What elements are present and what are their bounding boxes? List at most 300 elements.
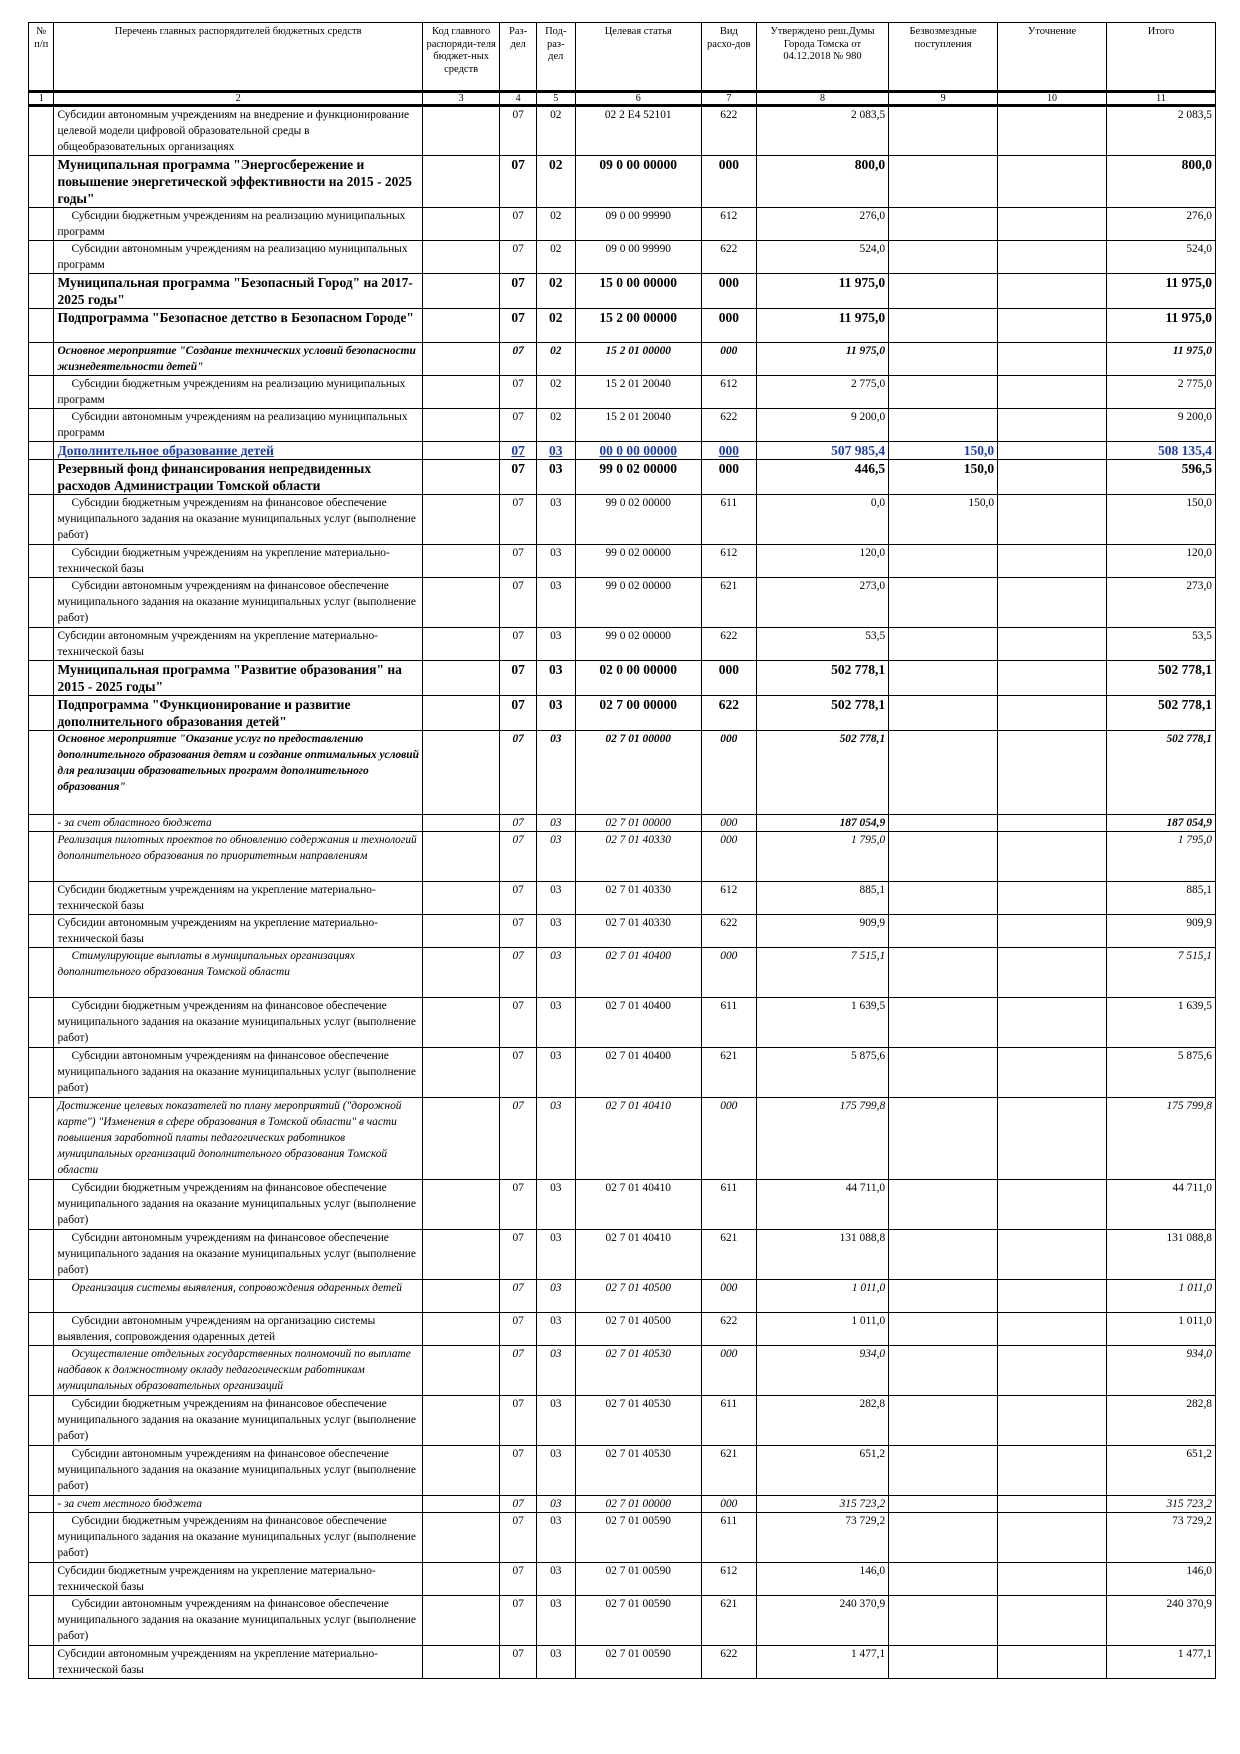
row-name-cell: Субсидии автономным учреждениям на финансовое обеспечение муниципального задания на оказание муниципальных услуг (выполнение работ) bbox=[54, 1596, 423, 1646]
col-number: 4 bbox=[500, 92, 537, 106]
table-row bbox=[29, 156, 1216, 208]
row-code-cell bbox=[422, 1513, 499, 1563]
row-index-cell bbox=[29, 1396, 54, 1446]
header-target-article: Целевая статья bbox=[575, 23, 701, 92]
row-approved-cell: 73 729,2 bbox=[756, 1513, 888, 1563]
row-grants-cell bbox=[889, 578, 998, 628]
row-approved-cell: 53,5 bbox=[756, 628, 888, 661]
row-target-article-cell: 02 7 01 00000 bbox=[575, 731, 701, 815]
row-code-cell bbox=[422, 409, 499, 442]
row-subsection-cell: 03 bbox=[536, 1280, 575, 1313]
row-section-cell: 07 bbox=[500, 731, 537, 815]
row-code-cell bbox=[422, 661, 499, 696]
row-index-cell bbox=[29, 545, 54, 578]
row-expense-type-cell: 612 bbox=[701, 882, 756, 915]
row-subsection-cell: 03 bbox=[536, 815, 575, 832]
row-subsection-cell: 03 bbox=[536, 1396, 575, 1446]
row-expense-type-cell: 000 bbox=[701, 1098, 756, 1180]
table-row bbox=[29, 882, 1216, 915]
row-section-cell: 07 bbox=[500, 1646, 537, 1679]
header-section: Раз-дел bbox=[500, 23, 537, 92]
row-name-cell: Субсидии бюджетным учреждениям на укрепление материально-технической базы bbox=[54, 882, 423, 915]
row-approved-cell: 800,0 bbox=[756, 156, 888, 208]
row-total-cell: 120,0 bbox=[1106, 545, 1215, 578]
table-row bbox=[29, 208, 1216, 241]
row-subsection-cell: 03 bbox=[536, 1513, 575, 1563]
table-row bbox=[29, 1098, 1216, 1180]
row-grants-cell bbox=[889, 1048, 998, 1098]
row-grants-cell bbox=[889, 948, 998, 998]
row-index-cell bbox=[29, 274, 54, 309]
row-name-cell: Субсидии бюджетным учреждениям на реализацию муниципальных программ bbox=[54, 208, 423, 241]
row-section-cell: 07 bbox=[500, 156, 537, 208]
row-index-cell bbox=[29, 1230, 54, 1280]
row-code-cell bbox=[422, 815, 499, 832]
row-clarification-cell bbox=[998, 1563, 1107, 1596]
row-section-cell: 07 bbox=[500, 998, 537, 1048]
row-grants-cell bbox=[889, 309, 998, 343]
row-target-article-cell: 15 2 01 20040 bbox=[575, 376, 701, 409]
table-row bbox=[29, 1048, 1216, 1098]
row-approved-cell: 1 011,0 bbox=[756, 1313, 888, 1346]
col-number: 10 bbox=[998, 92, 1107, 106]
row-approved-cell: 502 778,1 bbox=[756, 731, 888, 815]
row-name-cell: Субсидии автономным учреждениям на реализацию муниципальных программ bbox=[54, 241, 423, 274]
col-number: 2 bbox=[54, 92, 423, 106]
row-section-cell: 07 bbox=[500, 442, 537, 460]
row-expense-type-cell: 000 bbox=[701, 442, 756, 460]
table-row bbox=[29, 1180, 1216, 1230]
row-name-cell: Субсидии бюджетным учреждениям на финансовое обеспечение муниципального задания на оказание муниципальных услуг (выполнение работ) bbox=[54, 495, 423, 545]
col-number: 8 bbox=[756, 92, 888, 106]
row-total-cell: 2 083,5 bbox=[1106, 106, 1215, 156]
row-approved-cell: 11 975,0 bbox=[756, 343, 888, 376]
row-expense-type-cell: 621 bbox=[701, 1048, 756, 1098]
row-grants-cell bbox=[889, 545, 998, 578]
col-number: 3 bbox=[422, 92, 499, 106]
row-name-cell: Муниципальная программа "Энергосбережение и повышение энергетической эффективности на 2015 - 2025 годы" bbox=[54, 156, 423, 208]
row-code-cell bbox=[422, 1563, 499, 1596]
row-clarification-cell bbox=[998, 460, 1107, 495]
row-code-cell bbox=[422, 309, 499, 343]
col-number: 6 bbox=[575, 92, 701, 106]
row-total-cell: 282,8 bbox=[1106, 1396, 1215, 1446]
row-total-cell: 187 054,9 bbox=[1106, 815, 1215, 832]
row-code-cell bbox=[422, 1446, 499, 1496]
row-target-article-cell: 02 7 01 00590 bbox=[575, 1596, 701, 1646]
row-target-article-cell: 02 7 01 00590 bbox=[575, 1513, 701, 1563]
table-row bbox=[29, 1646, 1216, 1679]
row-code-cell bbox=[422, 274, 499, 309]
row-clarification-cell bbox=[998, 815, 1107, 832]
row-clarification-cell bbox=[998, 1396, 1107, 1446]
row-section-cell: 07 bbox=[500, 241, 537, 274]
row-expense-type-cell: 622 bbox=[701, 628, 756, 661]
row-clarification-cell bbox=[998, 442, 1107, 460]
row-clarification-cell bbox=[998, 1313, 1107, 1346]
row-approved-cell: 502 778,1 bbox=[756, 661, 888, 696]
row-target-article-cell: 02 7 01 00000 bbox=[575, 815, 701, 832]
row-section-cell: 07 bbox=[500, 106, 537, 156]
row-subsection-cell: 02 bbox=[536, 376, 575, 409]
table-row bbox=[29, 1280, 1216, 1313]
row-target-article-cell: 09 0 00 99990 bbox=[575, 241, 701, 274]
row-clarification-cell bbox=[998, 832, 1107, 882]
row-section-cell: 07 bbox=[500, 495, 537, 545]
row-clarification-cell bbox=[998, 998, 1107, 1048]
row-total-cell: 276,0 bbox=[1106, 208, 1215, 241]
row-total-cell: 131 088,8 bbox=[1106, 1230, 1215, 1280]
row-approved-cell: 131 088,8 bbox=[756, 1230, 888, 1280]
row-section-cell: 07 bbox=[500, 208, 537, 241]
row-approved-cell: 5 875,6 bbox=[756, 1048, 888, 1098]
row-subsection-cell: 03 bbox=[536, 1646, 575, 1679]
col-number: 11 bbox=[1106, 92, 1215, 106]
row-expense-type-cell: 000 bbox=[701, 460, 756, 495]
row-clarification-cell bbox=[998, 106, 1107, 156]
table-row bbox=[29, 309, 1216, 343]
row-total-cell: 1 639,5 bbox=[1106, 998, 1215, 1048]
row-grants-cell bbox=[889, 1396, 998, 1446]
row-target-article-cell: 00 0 00 00000 bbox=[575, 442, 701, 460]
row-subsection-cell: 03 bbox=[536, 495, 575, 545]
row-name-cell: - за счет местного бюджета bbox=[54, 1496, 423, 1513]
row-name-cell: Основное мероприятие "Оказание услуг по предоставлению дополнительного образования детям и создание оптимальных условий для реализации образовательных программ дополнительного образования" bbox=[54, 731, 423, 815]
row-target-article-cell: 02 7 01 40530 bbox=[575, 1446, 701, 1496]
row-index-cell bbox=[29, 1280, 54, 1313]
row-total-cell: 1 795,0 bbox=[1106, 832, 1215, 882]
row-name-cell: Подпрограмма "Безопасное детство в Безопасном Городе" bbox=[54, 309, 423, 343]
row-section-cell: 07 bbox=[500, 832, 537, 882]
row-grants-cell bbox=[889, 241, 998, 274]
table-row bbox=[29, 948, 1216, 998]
row-index-cell bbox=[29, 208, 54, 241]
row-target-article-cell: 02 7 01 40530 bbox=[575, 1396, 701, 1446]
header-grants: Безвозмездные поступления bbox=[889, 23, 998, 92]
row-target-article-cell: 02 7 01 40410 bbox=[575, 1230, 701, 1280]
row-clarification-cell bbox=[998, 915, 1107, 948]
row-index-cell bbox=[29, 241, 54, 274]
row-section-cell: 07 bbox=[500, 578, 537, 628]
row-clarification-cell bbox=[998, 1446, 1107, 1496]
row-approved-cell: 909,9 bbox=[756, 915, 888, 948]
row-approved-cell: 446,5 bbox=[756, 460, 888, 495]
row-target-article-cell: 09 0 00 00000 bbox=[575, 156, 701, 208]
col-number: 9 bbox=[889, 92, 998, 106]
row-subsection-cell: 03 bbox=[536, 545, 575, 578]
row-index-cell bbox=[29, 1098, 54, 1180]
row-index-cell bbox=[29, 1563, 54, 1596]
row-section-cell: 07 bbox=[500, 1596, 537, 1646]
row-code-cell bbox=[422, 1280, 499, 1313]
row-target-article-cell: 02 7 00 00000 bbox=[575, 696, 701, 731]
row-subsection-cell: 03 bbox=[536, 882, 575, 915]
table-row bbox=[29, 274, 1216, 309]
row-approved-cell: 507 985,4 bbox=[756, 442, 888, 460]
row-name-cell: Субсидии автономным учреждениям на внедрение и функционирование целевой модели цифровой образовательной среды в общеобразовательных организациях bbox=[54, 106, 423, 156]
row-section-cell: 07 bbox=[500, 376, 537, 409]
row-index-cell bbox=[29, 1596, 54, 1646]
table-row bbox=[29, 731, 1216, 815]
row-expense-type-cell: 000 bbox=[701, 1346, 756, 1396]
row-total-cell: 5 875,6 bbox=[1106, 1048, 1215, 1098]
row-total-cell: 885,1 bbox=[1106, 882, 1215, 915]
row-target-article-cell: 02 7 01 40410 bbox=[575, 1098, 701, 1180]
row-index-cell bbox=[29, 882, 54, 915]
row-target-article-cell: 02 7 01 40330 bbox=[575, 832, 701, 882]
row-clarification-cell bbox=[998, 1513, 1107, 1563]
table-row bbox=[29, 545, 1216, 578]
row-grants-cell bbox=[889, 1446, 998, 1496]
row-code-cell bbox=[422, 1596, 499, 1646]
row-grants-cell bbox=[889, 274, 998, 309]
row-approved-cell: 315 723,2 bbox=[756, 1496, 888, 1513]
row-expense-type-cell: 612 bbox=[701, 376, 756, 409]
row-section-cell: 07 bbox=[500, 1313, 537, 1346]
row-section-cell: 07 bbox=[500, 545, 537, 578]
row-expense-type-cell: 622 bbox=[701, 915, 756, 948]
row-name-cell: Организация системы выявления, сопровождения одаренных детей bbox=[54, 1280, 423, 1313]
col-number: 5 bbox=[536, 92, 575, 106]
row-total-cell: 11 975,0 bbox=[1106, 309, 1215, 343]
row-clarification-cell bbox=[998, 545, 1107, 578]
row-name-cell: Дополнительное образование детей bbox=[54, 442, 423, 460]
row-name-cell: - за счет областного бюджета bbox=[54, 815, 423, 832]
row-target-article-cell: 02 7 01 40530 bbox=[575, 1346, 701, 1396]
row-section-cell: 07 bbox=[500, 1396, 537, 1446]
col-number: 1 bbox=[29, 92, 54, 106]
row-index-cell bbox=[29, 1446, 54, 1496]
header-number: № п/п bbox=[29, 23, 54, 92]
row-grants-cell bbox=[889, 1513, 998, 1563]
row-name-cell: Субсидии автономным учреждениям на реализацию муниципальных программ bbox=[54, 409, 423, 442]
row-index-cell bbox=[29, 696, 54, 731]
row-name-cell: Субсидии автономным учреждениям на финансовое обеспечение муниципального задания на оказание муниципальных услуг (выполнение работ) bbox=[54, 1446, 423, 1496]
row-expense-type-cell: 622 bbox=[701, 696, 756, 731]
row-section-cell: 07 bbox=[500, 1496, 537, 1513]
row-subsection-cell: 03 bbox=[536, 1098, 575, 1180]
row-subsection-cell: 03 bbox=[536, 1346, 575, 1396]
row-section-cell: 07 bbox=[500, 1446, 537, 1496]
row-subsection-cell: 03 bbox=[536, 460, 575, 495]
row-code-cell bbox=[422, 915, 499, 948]
row-index-cell bbox=[29, 376, 54, 409]
row-expense-type-cell: 000 bbox=[701, 948, 756, 998]
row-grants-cell bbox=[889, 376, 998, 409]
row-index-cell bbox=[29, 156, 54, 208]
row-index-cell bbox=[29, 1513, 54, 1563]
row-subsection-cell: 03 bbox=[536, 998, 575, 1048]
row-name-cell: Муниципальная программа "Безопасный Город" на 2017- 2025 годы" bbox=[54, 274, 423, 309]
row-total-cell: 1 011,0 bbox=[1106, 1280, 1215, 1313]
row-name-cell: Субсидии бюджетным учреждениям на финансовое обеспечение муниципального задания на оказание муниципальных услуг (выполнение работ) bbox=[54, 1180, 423, 1230]
row-expense-type-cell: 000 bbox=[701, 1496, 756, 1513]
row-target-article-cell: 15 2 00 00000 bbox=[575, 309, 701, 343]
row-section-cell: 07 bbox=[500, 1280, 537, 1313]
row-grants-cell bbox=[889, 915, 998, 948]
row-approved-cell: 2 775,0 bbox=[756, 376, 888, 409]
row-expense-type-cell: 612 bbox=[701, 545, 756, 578]
row-index-cell bbox=[29, 1646, 54, 1679]
row-code-cell bbox=[422, 376, 499, 409]
row-subsection-cell: 03 bbox=[536, 1313, 575, 1346]
row-clarification-cell bbox=[998, 495, 1107, 545]
table-row bbox=[29, 915, 1216, 948]
table-row bbox=[29, 998, 1216, 1048]
header-name: Перечень главных распорядителей бюджетных средств bbox=[54, 23, 423, 92]
row-subsection-cell: 03 bbox=[536, 1230, 575, 1280]
budget-table bbox=[28, 22, 1216, 1679]
row-section-cell: 07 bbox=[500, 948, 537, 998]
row-subsection-cell: 03 bbox=[536, 578, 575, 628]
row-total-cell: 934,0 bbox=[1106, 1346, 1215, 1396]
table-row bbox=[29, 442, 1216, 460]
row-code-cell bbox=[422, 1396, 499, 1446]
row-name-cell: Осуществление отдельных государственных полномочий по выплате надбавок к должностному окладу педагогическим работникам муниципальных образовательных организаций bbox=[54, 1346, 423, 1396]
row-expense-type-cell: 621 bbox=[701, 1446, 756, 1496]
row-name-cell: Субсидии бюджетным учреждениям на финансовое обеспечение муниципального задания на оказание муниципальных услуг (выполнение работ) bbox=[54, 998, 423, 1048]
row-grants-cell bbox=[889, 1346, 998, 1396]
row-code-cell bbox=[422, 241, 499, 274]
row-expense-type-cell: 621 bbox=[701, 1596, 756, 1646]
row-grants-cell bbox=[889, 1563, 998, 1596]
table-row bbox=[29, 343, 1216, 376]
row-code-cell bbox=[422, 1230, 499, 1280]
row-approved-cell: 175 799,8 bbox=[756, 1098, 888, 1180]
row-subsection-cell: 02 bbox=[536, 343, 575, 376]
row-grants-cell bbox=[889, 731, 998, 815]
row-name-cell: Достижение целевых показателей по плану мероприятий ("дорожной карте") "Изменения в сфере образования в Томской области" в части повышения заработной платы педагогических работников муниципальных организаций дополнительного образования Томской области bbox=[54, 1098, 423, 1180]
row-total-cell: 44 711,0 bbox=[1106, 1180, 1215, 1230]
row-total-cell: 53,5 bbox=[1106, 628, 1215, 661]
row-clarification-cell bbox=[998, 1646, 1107, 1679]
column-numbers-row bbox=[29, 92, 1216, 106]
row-index-cell bbox=[29, 409, 54, 442]
row-grants-cell: 150,0 bbox=[889, 460, 998, 495]
row-subsection-cell: 03 bbox=[536, 1180, 575, 1230]
row-grants-cell bbox=[889, 343, 998, 376]
row-section-cell: 07 bbox=[500, 1563, 537, 1596]
row-index-cell bbox=[29, 1496, 54, 1513]
row-name-cell: Субсидии автономным учреждениям на укрепление материально-технической базы bbox=[54, 1646, 423, 1679]
row-target-article-cell: 15 2 01 00000 bbox=[575, 343, 701, 376]
row-clarification-cell bbox=[998, 1180, 1107, 1230]
row-section-cell: 07 bbox=[500, 1230, 537, 1280]
row-grants-cell bbox=[889, 998, 998, 1048]
row-code-cell bbox=[422, 1313, 499, 1346]
row-total-cell: 146,0 bbox=[1106, 1563, 1215, 1596]
row-code-cell bbox=[422, 948, 499, 998]
row-expense-type-cell: 612 bbox=[701, 208, 756, 241]
row-index-cell bbox=[29, 309, 54, 343]
row-section-cell: 07 bbox=[500, 409, 537, 442]
row-code-cell bbox=[422, 832, 499, 882]
row-section-cell: 07 bbox=[500, 1513, 537, 1563]
row-approved-cell: 1 011,0 bbox=[756, 1280, 888, 1313]
row-clarification-cell bbox=[998, 156, 1107, 208]
row-expense-type-cell: 622 bbox=[701, 409, 756, 442]
row-section-cell: 07 bbox=[500, 815, 537, 832]
row-approved-cell: 273,0 bbox=[756, 578, 888, 628]
row-approved-cell: 146,0 bbox=[756, 1563, 888, 1596]
row-total-cell: 9 200,0 bbox=[1106, 409, 1215, 442]
row-subsection-cell: 03 bbox=[536, 442, 575, 460]
row-approved-cell: 2 083,5 bbox=[756, 106, 888, 156]
row-total-cell: 502 778,1 bbox=[1106, 731, 1215, 815]
row-clarification-cell bbox=[998, 376, 1107, 409]
row-clarification-cell bbox=[998, 241, 1107, 274]
row-grants-cell bbox=[889, 882, 998, 915]
row-code-cell bbox=[422, 1496, 499, 1513]
row-expense-type-cell: 000 bbox=[701, 309, 756, 343]
row-index-cell bbox=[29, 460, 54, 495]
row-subsection-cell: 03 bbox=[536, 696, 575, 731]
row-expense-type-cell: 000 bbox=[701, 274, 756, 309]
header-code: Код главного распоряди-теля бюджет-ных средств bbox=[422, 23, 499, 92]
row-subsection-cell: 03 bbox=[536, 1446, 575, 1496]
row-grants-cell bbox=[889, 815, 998, 832]
row-section-cell: 07 bbox=[500, 882, 537, 915]
row-clarification-cell bbox=[998, 1496, 1107, 1513]
row-clarification-cell bbox=[998, 1346, 1107, 1396]
row-name-cell: Субсидии бюджетным учреждениям на укрепление материально-технической базы bbox=[54, 1563, 423, 1596]
row-code-cell bbox=[422, 1346, 499, 1396]
row-target-article-cell: 02 7 01 00000 bbox=[575, 1496, 701, 1513]
row-grants-cell bbox=[889, 1230, 998, 1280]
row-section-cell: 07 bbox=[500, 696, 537, 731]
table-row bbox=[29, 1396, 1216, 1446]
row-expense-type-cell: 000 bbox=[701, 156, 756, 208]
row-name-cell: Субсидии бюджетным учреждениям на финансовое обеспечение муниципального задания на оказание муниципальных услуг (выполнение работ) bbox=[54, 1396, 423, 1446]
table-row bbox=[29, 495, 1216, 545]
row-expense-type-cell: 000 bbox=[701, 832, 756, 882]
row-code-cell bbox=[422, 343, 499, 376]
row-section-cell: 07 bbox=[500, 274, 537, 309]
row-code-cell bbox=[422, 460, 499, 495]
row-target-article-cell: 99 0 02 00000 bbox=[575, 628, 701, 661]
row-approved-cell: 7 515,1 bbox=[756, 948, 888, 998]
row-name-cell: Стимулирующие выплаты в муниципальных организациях дополнительного образования Томской области bbox=[54, 948, 423, 998]
row-approved-cell: 502 778,1 bbox=[756, 696, 888, 731]
header-approved: Утверждено реш.Думы Города Томска от 04.12.2018 № 980 bbox=[756, 23, 888, 92]
row-subsection-cell: 02 bbox=[536, 409, 575, 442]
table-row bbox=[29, 460, 1216, 495]
row-grants-cell bbox=[889, 1098, 998, 1180]
row-approved-cell: 1 639,5 bbox=[756, 998, 888, 1048]
row-target-article-cell: 02 7 01 40500 bbox=[575, 1280, 701, 1313]
row-grants-cell bbox=[889, 208, 998, 241]
row-subsection-cell: 02 bbox=[536, 309, 575, 343]
row-target-article-cell: 02 7 01 40400 bbox=[575, 948, 701, 998]
budget-document bbox=[28, 22, 1216, 1679]
row-total-cell: 273,0 bbox=[1106, 578, 1215, 628]
table-row bbox=[29, 1596, 1216, 1646]
row-subsection-cell: 02 bbox=[536, 208, 575, 241]
row-name-cell: Субсидии бюджетным учреждениям на укрепление материально-технической базы bbox=[54, 545, 423, 578]
row-target-article-cell: 99 0 02 00000 bbox=[575, 495, 701, 545]
row-code-cell bbox=[422, 545, 499, 578]
row-target-article-cell: 99 0 02 00000 bbox=[575, 545, 701, 578]
row-expense-type-cell: 612 bbox=[701, 1563, 756, 1596]
row-target-article-cell: 02 7 01 00590 bbox=[575, 1646, 701, 1679]
row-target-article-cell: 99 0 02 00000 bbox=[575, 578, 701, 628]
row-total-cell: 150,0 bbox=[1106, 495, 1215, 545]
row-target-article-cell: 02 7 01 40330 bbox=[575, 882, 701, 915]
row-target-article-cell: 02 0 00 00000 bbox=[575, 661, 701, 696]
row-clarification-cell bbox=[998, 309, 1107, 343]
row-total-cell: 11 975,0 bbox=[1106, 343, 1215, 376]
row-total-cell: 508 135,4 bbox=[1106, 442, 1215, 460]
